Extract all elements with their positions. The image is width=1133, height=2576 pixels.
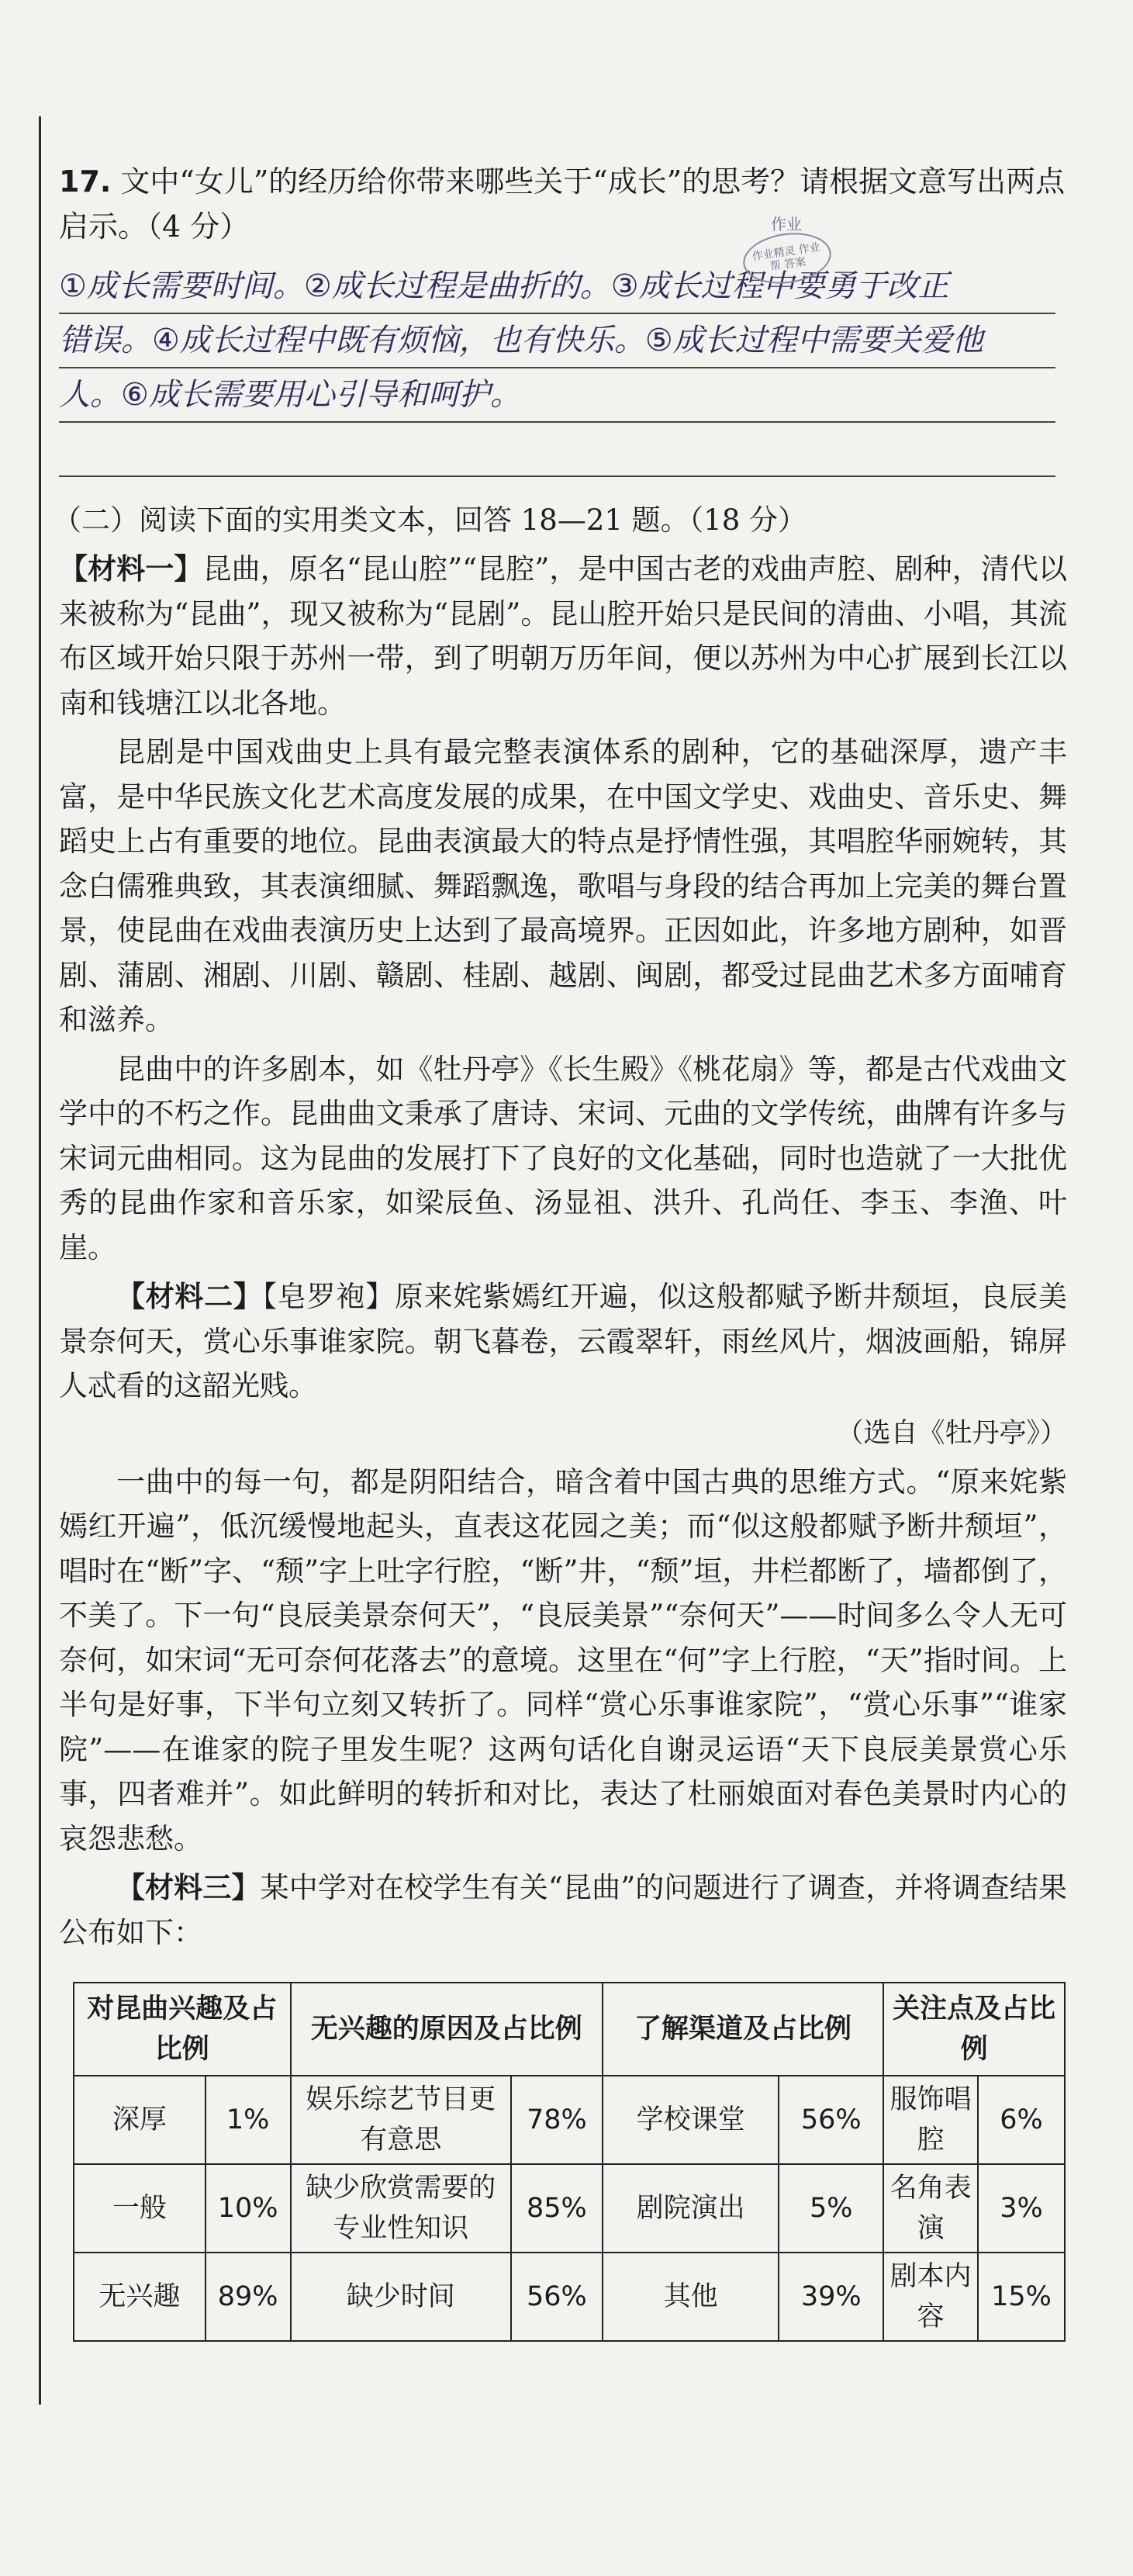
table-cell: 剧院演出 [603, 2164, 779, 2253]
answer-line-1: ①成长需要时间。②成长过程是曲折的。③成长过程中要勇于改正 [59, 260, 1055, 314]
material1-para3: 昆曲中的许多剧本，如《牡丹亭》《长生殿》《桃花扇》等，都是古代戏曲文学中的不朽之作。昆曲曲文秉承了唐诗、宋词、元曲的文学传统，曲牌有许多与宋词元曲相同。这为昆曲的发展打下了良好的文化基础，同时也造就了一大批优秀的昆曲作家和音乐家，如梁辰鱼、汤显祖、洪升、孔尚任、李玉、李渔、叶崖。 [59, 1052, 1067, 1264]
margin-rule [39, 116, 41, 2405]
material2-text1: 【皂罗袍】原来姹紫嫣红开遍，似这般都赋予断井颓垣，良辰美景奈何天，赏心乐事谁家院。朝飞暮卷，云霞翠轩，雨丝风片，烟波画船，锦屏人忒看的这韶光贱。 [59, 1280, 1067, 1402]
table-cell: 6% [978, 2076, 1065, 2164]
section-heading: （二）阅读下面的实用类文本，回答 18—21 题。（18 分） [53, 503, 807, 537]
stamp-title: 作业 [771, 215, 802, 233]
answer-line-3: 人。⑥成长需要用心引导和呵护。 [59, 368, 1055, 423]
table-cell: 无兴趣 [74, 2253, 206, 2341]
table-header: 关注点及占比例 [883, 1983, 1065, 2076]
table-cell: 89% [206, 2253, 291, 2341]
material3-label: 【材料三】 [116, 1871, 261, 1904]
handwritten-answer [59, 215, 1055, 477]
material2-label: 【材料二】 [116, 1280, 263, 1313]
survey-table [73, 1982, 1066, 2342]
material3-text1: 某中学对在校学生有关“昆曲”的问题进行了调查，并将调查结果公布如下： [59, 1871, 1067, 1949]
table-cell: 其他 [603, 2253, 779, 2341]
table-row [74, 2253, 1065, 2341]
table-header: 了解渠道及占比例 [603, 1983, 883, 2076]
table-cell: 缺少时间 [291, 2253, 511, 2341]
table-cell: 78% [511, 2076, 603, 2164]
table-row [74, 2164, 1065, 2253]
question-17 [59, 159, 1067, 249]
table-row [74, 2076, 1065, 2164]
material2-source: （选自《牡丹亭》） [836, 1417, 1067, 1449]
material2-para2: 一曲中的每一句，都是阴阳结合，暗含着中国古典的思维方式。“原来姹紫嫣红开遍”，低沉缓慢地起头，直表这花园之美；而“似这般都赋予断井颓垣”，唱时在“断”字、“颓”字上吐字行腔，“断”井，“颓”垣，井栏都断了，墙都倒了，不美了。下一句“良辰美景奈何天”，“良辰美景”“奈何天”——时间多么令人无可奈何，如宋词“无可奈何花落去”的意境。这里在“何”字上行腔，“天”指时间。上半句是好事，下半句立刻又转折了。同样“赏心乐事谁家院”，“赏心乐事”“谁家院”——在谁家的院子里发生呢？这两句话化自谢灵运语“天下良辰美景赏心乐事，四者难并”。如此鲜明的转折和对比，表达了杜丽娘面对春色美景时内心的哀怨悲愁。 [59, 1464, 1067, 1855]
table-cell: 娱乐综艺节目更有意思 [291, 2076, 511, 2164]
material1-para2: 昆剧是中国戏曲史上具有最完整表演体系的剧种，它的基础深厚，遗产丰富，是中华民族文化艺术高度发展的成果，在中国文学史、戏曲史、音乐史、舞蹈史上占有重要的地位。昆曲表演最大的特点是抒情性强，其唱腔华丽婉转，其念白儒雅典致，其表演细腻、舞蹈飘逸，歌唱与身段的结合再加上完美的舞台置景，使昆曲在戏曲表演历史上达到了最高境界。正因如此，许多地方剧种，如晋剧、蒲剧、湘剧、川剧、赣剧、桂剧、越剧、闽剧，都受过昆曲艺术多方面哺育和滋养。 [59, 735, 1067, 1036]
material3-para1 [59, 1865, 1067, 1955]
table-cell: 学校课堂 [603, 2076, 779, 2164]
material2-para1 [59, 1274, 1067, 1409]
table-header: 对昆曲兴趣及占比例 [74, 1983, 291, 2076]
answer-line-2: 错误。④成长过程中既有烦恼，也有快乐。⑤成长过程中需要关爱他 [59, 314, 1055, 368]
table-cell: 深厚 [74, 2076, 206, 2164]
table-cell: 5% [779, 2164, 883, 2253]
table-cell: 3% [978, 2164, 1065, 2253]
table-header: 无兴趣的原因及占比例 [291, 1983, 603, 2076]
question-number: 17. [59, 164, 112, 199]
table-cell: 1% [206, 2076, 291, 2164]
material1-para1 [59, 547, 1067, 725]
stamp-watermark [726, 212, 842, 297]
table-cell: 服饰唱腔 [883, 2076, 978, 2164]
stamp-text: 作业精灵 作业帮 答案 [751, 241, 821, 274]
table-header-row [74, 1983, 1065, 2076]
material1-label: 【材料一】 [59, 552, 203, 586]
table-cell: 15% [978, 2253, 1065, 2341]
table-cell: 56% [511, 2253, 603, 2341]
material1-text1: 昆曲，原名“昆山腔”“昆腔”，是中国古老的戏曲声腔、剧种，清代以来被称为“昆曲”，现又被称为“昆剧”。昆山腔开始只是民间的清曲、小唱，其流布区域开始只限于苏州一带，到了明朝万历年间，便以苏州为中心扩展到长江以南和钱塘江以北各地。 [59, 552, 1067, 720]
table-cell: 一般 [74, 2164, 206, 2253]
table-cell: 剧本内容 [883, 2253, 978, 2341]
table-cell: 39% [779, 2253, 883, 2341]
answer-line-4 [59, 423, 1055, 477]
table-cell: 名角表演 [883, 2164, 978, 2253]
question-text: 文中“女儿”的经历给你带来哪些关于“成长”的思考？请根据文意写出两点启示。（4 分） [59, 164, 1066, 244]
table-cell: 缺少欣赏需要的专业性知识 [291, 2164, 511, 2253]
content-column [53, 159, 1067, 1955]
table-cell: 85% [511, 2164, 603, 2253]
table-cell: 56% [779, 2076, 883, 2164]
table-cell: 10% [206, 2164, 291, 2253]
